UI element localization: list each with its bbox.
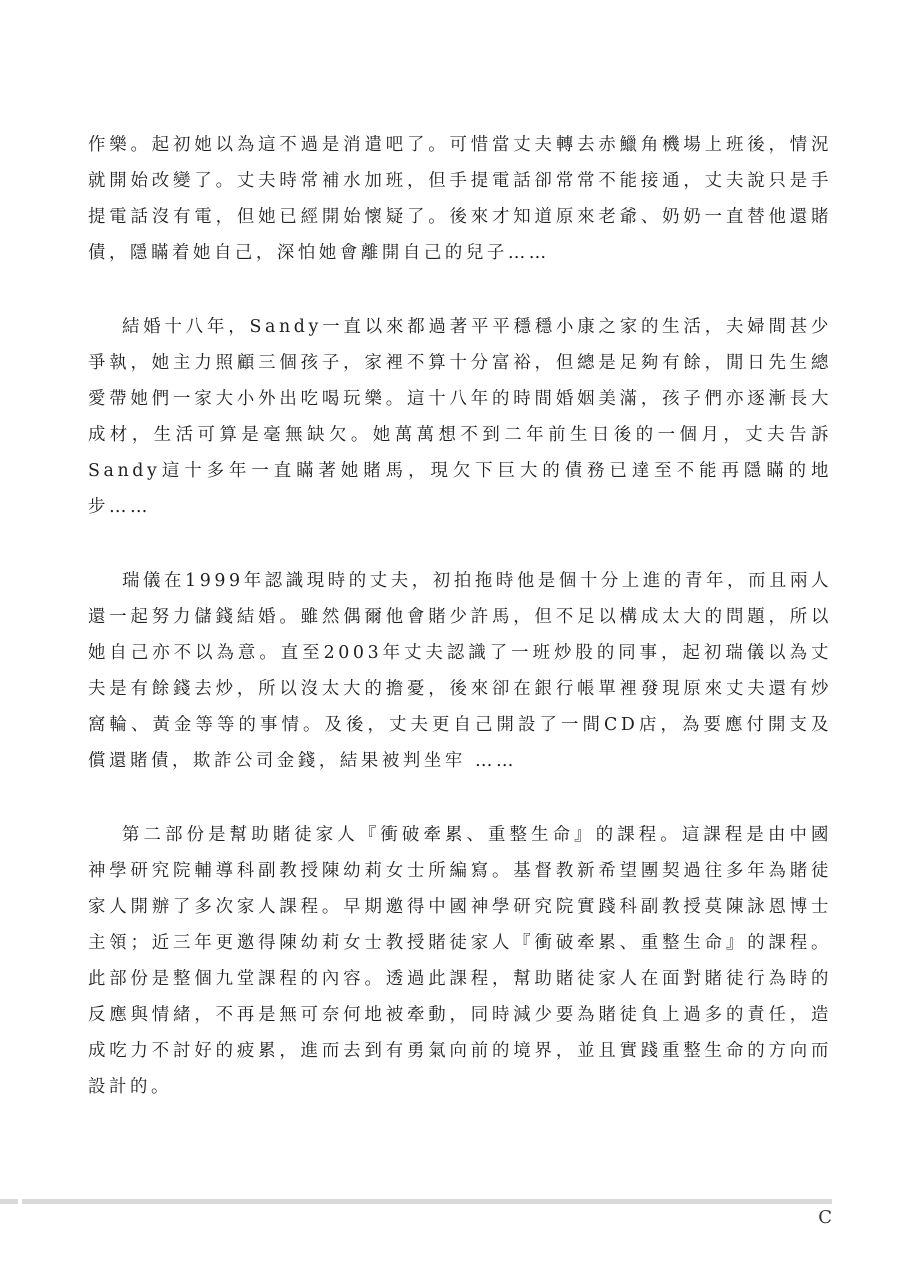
footer-divider-left [0, 1199, 18, 1204]
paragraph-continuation: 作樂。起初她以為這不過是消遣吧了。可惜當丈夫轉去赤鱲角機場上班後，情況就開始改變了。丈夫時常補水加班，但手提電話卻常常不能接通，丈夫說只是手提電話沒有電，但她已經開始懷疑了。後來才知道原來老爺、奶奶一直替他還賭債，隱瞞着她自己，深怕她會離開自己的兒子…… [88, 135, 832, 263]
page-number: C [818, 1207, 833, 1228]
footer-divider [22, 1199, 832, 1204]
paragraph-course-description: 第二部份是幫助賭徒家人『衝破牽累、重整生命』的課程。這課程是由中國神學研究院輔導科副教授陳幼莉女士所編寫。基督教新希望團契過往多年為賭徒家人開辦了多次家人課程。早期邀得中國神學研究院實踐科副教授莫陳詠恩博士主領；近三年更邀得陳幼莉女士教授賭徒家人『衝破牽累、重整生命』的課程。此部份是整個九堂課程的內容。透過此課程，幫助賭徒家人在面對賭徒行為時的反應與情緒，不再是無可奈何地被牽動，同時減少要為賭徒負上過多的責任，造成吃力不討好的疲累，進而去到有勇氣向前的境界，並且實踐重整生命的方向而設計的。 [88, 825, 832, 1097]
body-text [88, 127, 832, 1105]
paragraph-sandy-story: 結婚十八年，Sandy一直以來都過著平平穩穩小康之家的生活，夫婦間甚少爭執，她主力照顧三個孩子，家裡不算十分富裕，但總是足夠有餘，閒日先生總愛帶她們一家大小外出吃喝玩樂。這十八年的時間婚姻美滿，孩子們亦逐漸長大成材，生活可算是毫無缺欠。她萬萬想不到二年前生日後的一個月，丈夫告訴Sandy這十多年一直瞞著她賭馬，現欠下巨大的債務已達至不能再隱瞞的地步…… [88, 317, 832, 517]
paragraph-ruiyi-story: 瑞儀在1999年認識現時的丈夫，初拍拖時他是個十分上進的青年，而且兩人還一起努力儲錢結婚。雖然偶爾他會賭少許馬，但不足以構成太大的問題，所以她自己亦不以為意。直至2003年丈夫認識了一班炒股的同事，起初瑞儀以為丈夫是有餘錢去炒，所以沒太大的擔憂，後來卻在銀行帳單裡發現原來丈夫還有炒窩輪、黃金等等的事情。及後，丈夫更自己開設了一間CD店，為要應付開支及償還賭債，欺詐公司金錢，結果被判坐牢 …… [88, 571, 832, 771]
